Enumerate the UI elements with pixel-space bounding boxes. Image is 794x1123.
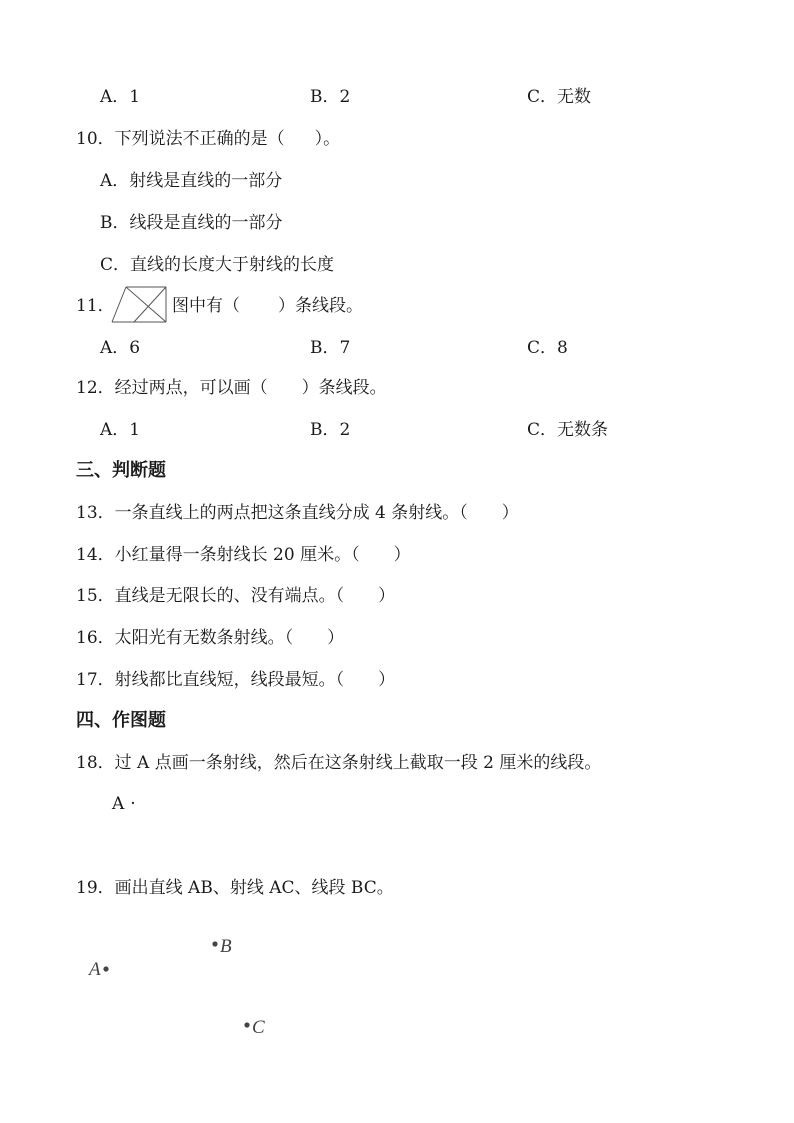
question-11-number: 11． xyxy=(76,296,115,316)
question-number: 12． xyxy=(76,378,115,398)
q9-option-a[interactable]: A．1 xyxy=(100,87,141,107)
question-13 xyxy=(76,502,519,524)
q12-option-b[interactable]: B．2 xyxy=(310,420,351,440)
point-b-dot[interactable] xyxy=(212,941,217,946)
q12-option-c[interactable]: C．无数条 xyxy=(527,420,609,440)
question-text: 画出直线 AB、射线 AC、线段 BC。 xyxy=(114,878,394,898)
point-a-label: A xyxy=(112,794,125,814)
point-a-label: A xyxy=(89,959,101,980)
question-11 xyxy=(172,295,363,317)
q9-option-c[interactable]: C．无数 xyxy=(527,87,592,107)
points-abc-figure xyxy=(80,925,300,1050)
question-text: 射线都比直线短，线段最短。（ xyxy=(114,670,345,690)
question-close: ） xyxy=(501,503,519,523)
q10-option-b[interactable]: B．线段是直线的一部分 xyxy=(100,213,283,233)
question-number: 14． xyxy=(76,545,115,565)
point-b-label: B xyxy=(220,936,232,957)
question-18 xyxy=(76,752,601,774)
q10-option-a[interactable]: A．射线是直线的一部分 xyxy=(100,171,283,191)
point-a-dot: · xyxy=(130,794,136,814)
question-text: 直线是无限长的、没有端点。（ xyxy=(114,586,345,606)
question-close: ） xyxy=(378,670,396,690)
figure-segment-inner xyxy=(134,287,166,322)
question-16 xyxy=(76,627,344,649)
question-number: 18． xyxy=(76,753,115,773)
question-close: ） xyxy=(327,628,345,648)
q10-option-c[interactable]: C．直线的长度大于射线的长度 xyxy=(100,255,335,275)
question-text-end: ）条线段。 xyxy=(278,296,363,316)
question-number: 16． xyxy=(76,628,115,648)
question-text: 经过两点，可以画（ xyxy=(114,378,268,398)
point-a-figure[interactable] xyxy=(112,793,136,815)
question-text: 太阳光有无数条射线。（ xyxy=(114,628,294,648)
q11-option-c[interactable]: C．8 xyxy=(527,338,568,358)
question-text: 图中有（ xyxy=(172,296,240,316)
question-close: ） xyxy=(378,586,396,606)
question-text: 下列说法不正确的是（ xyxy=(114,129,285,149)
question-number: 19． xyxy=(76,878,115,898)
section-title-drawing: 四、作图题 xyxy=(76,710,166,731)
q11-option-a[interactable]: A．6 xyxy=(100,338,141,358)
question-text: 过 A 点画一条射线，然后在这条射线上截取一段 2 厘米的线段。 xyxy=(114,753,602,773)
question-number: 17． xyxy=(76,670,115,690)
point-c-label: C xyxy=(252,1017,265,1038)
question-17 xyxy=(76,669,395,691)
question-text-end: ）。 xyxy=(314,129,341,149)
question-10 xyxy=(76,128,340,150)
question-number: 13． xyxy=(76,503,115,523)
question-close: ） xyxy=(393,545,411,565)
figure-segment-diagonal xyxy=(126,287,166,322)
question-15 xyxy=(76,585,395,607)
point-a-dot[interactable] xyxy=(103,966,108,971)
question-number: 10． xyxy=(76,129,115,149)
question-text: 小红量得一条射线长 20 厘米。（ xyxy=(114,545,360,565)
q9-option-b[interactable]: B．2 xyxy=(310,87,351,107)
question-text: 一条直线上的两点把这条直线分成 4 条射线。（ xyxy=(114,503,468,523)
q12-option-a[interactable]: A．1 xyxy=(100,420,141,440)
question-14 xyxy=(76,544,411,566)
figure-segment-left xyxy=(112,287,126,322)
q11-option-b[interactable]: B．7 xyxy=(310,338,351,358)
question-12 xyxy=(76,377,387,399)
question-number: 15． xyxy=(76,586,115,606)
section-title-judgement: 三、判断题 xyxy=(76,460,166,481)
triangle-lines-figure xyxy=(110,286,172,324)
question-19 xyxy=(76,877,394,899)
question-text-end: ）条线段。 xyxy=(301,378,387,398)
point-c-dot[interactable] xyxy=(244,1022,249,1027)
